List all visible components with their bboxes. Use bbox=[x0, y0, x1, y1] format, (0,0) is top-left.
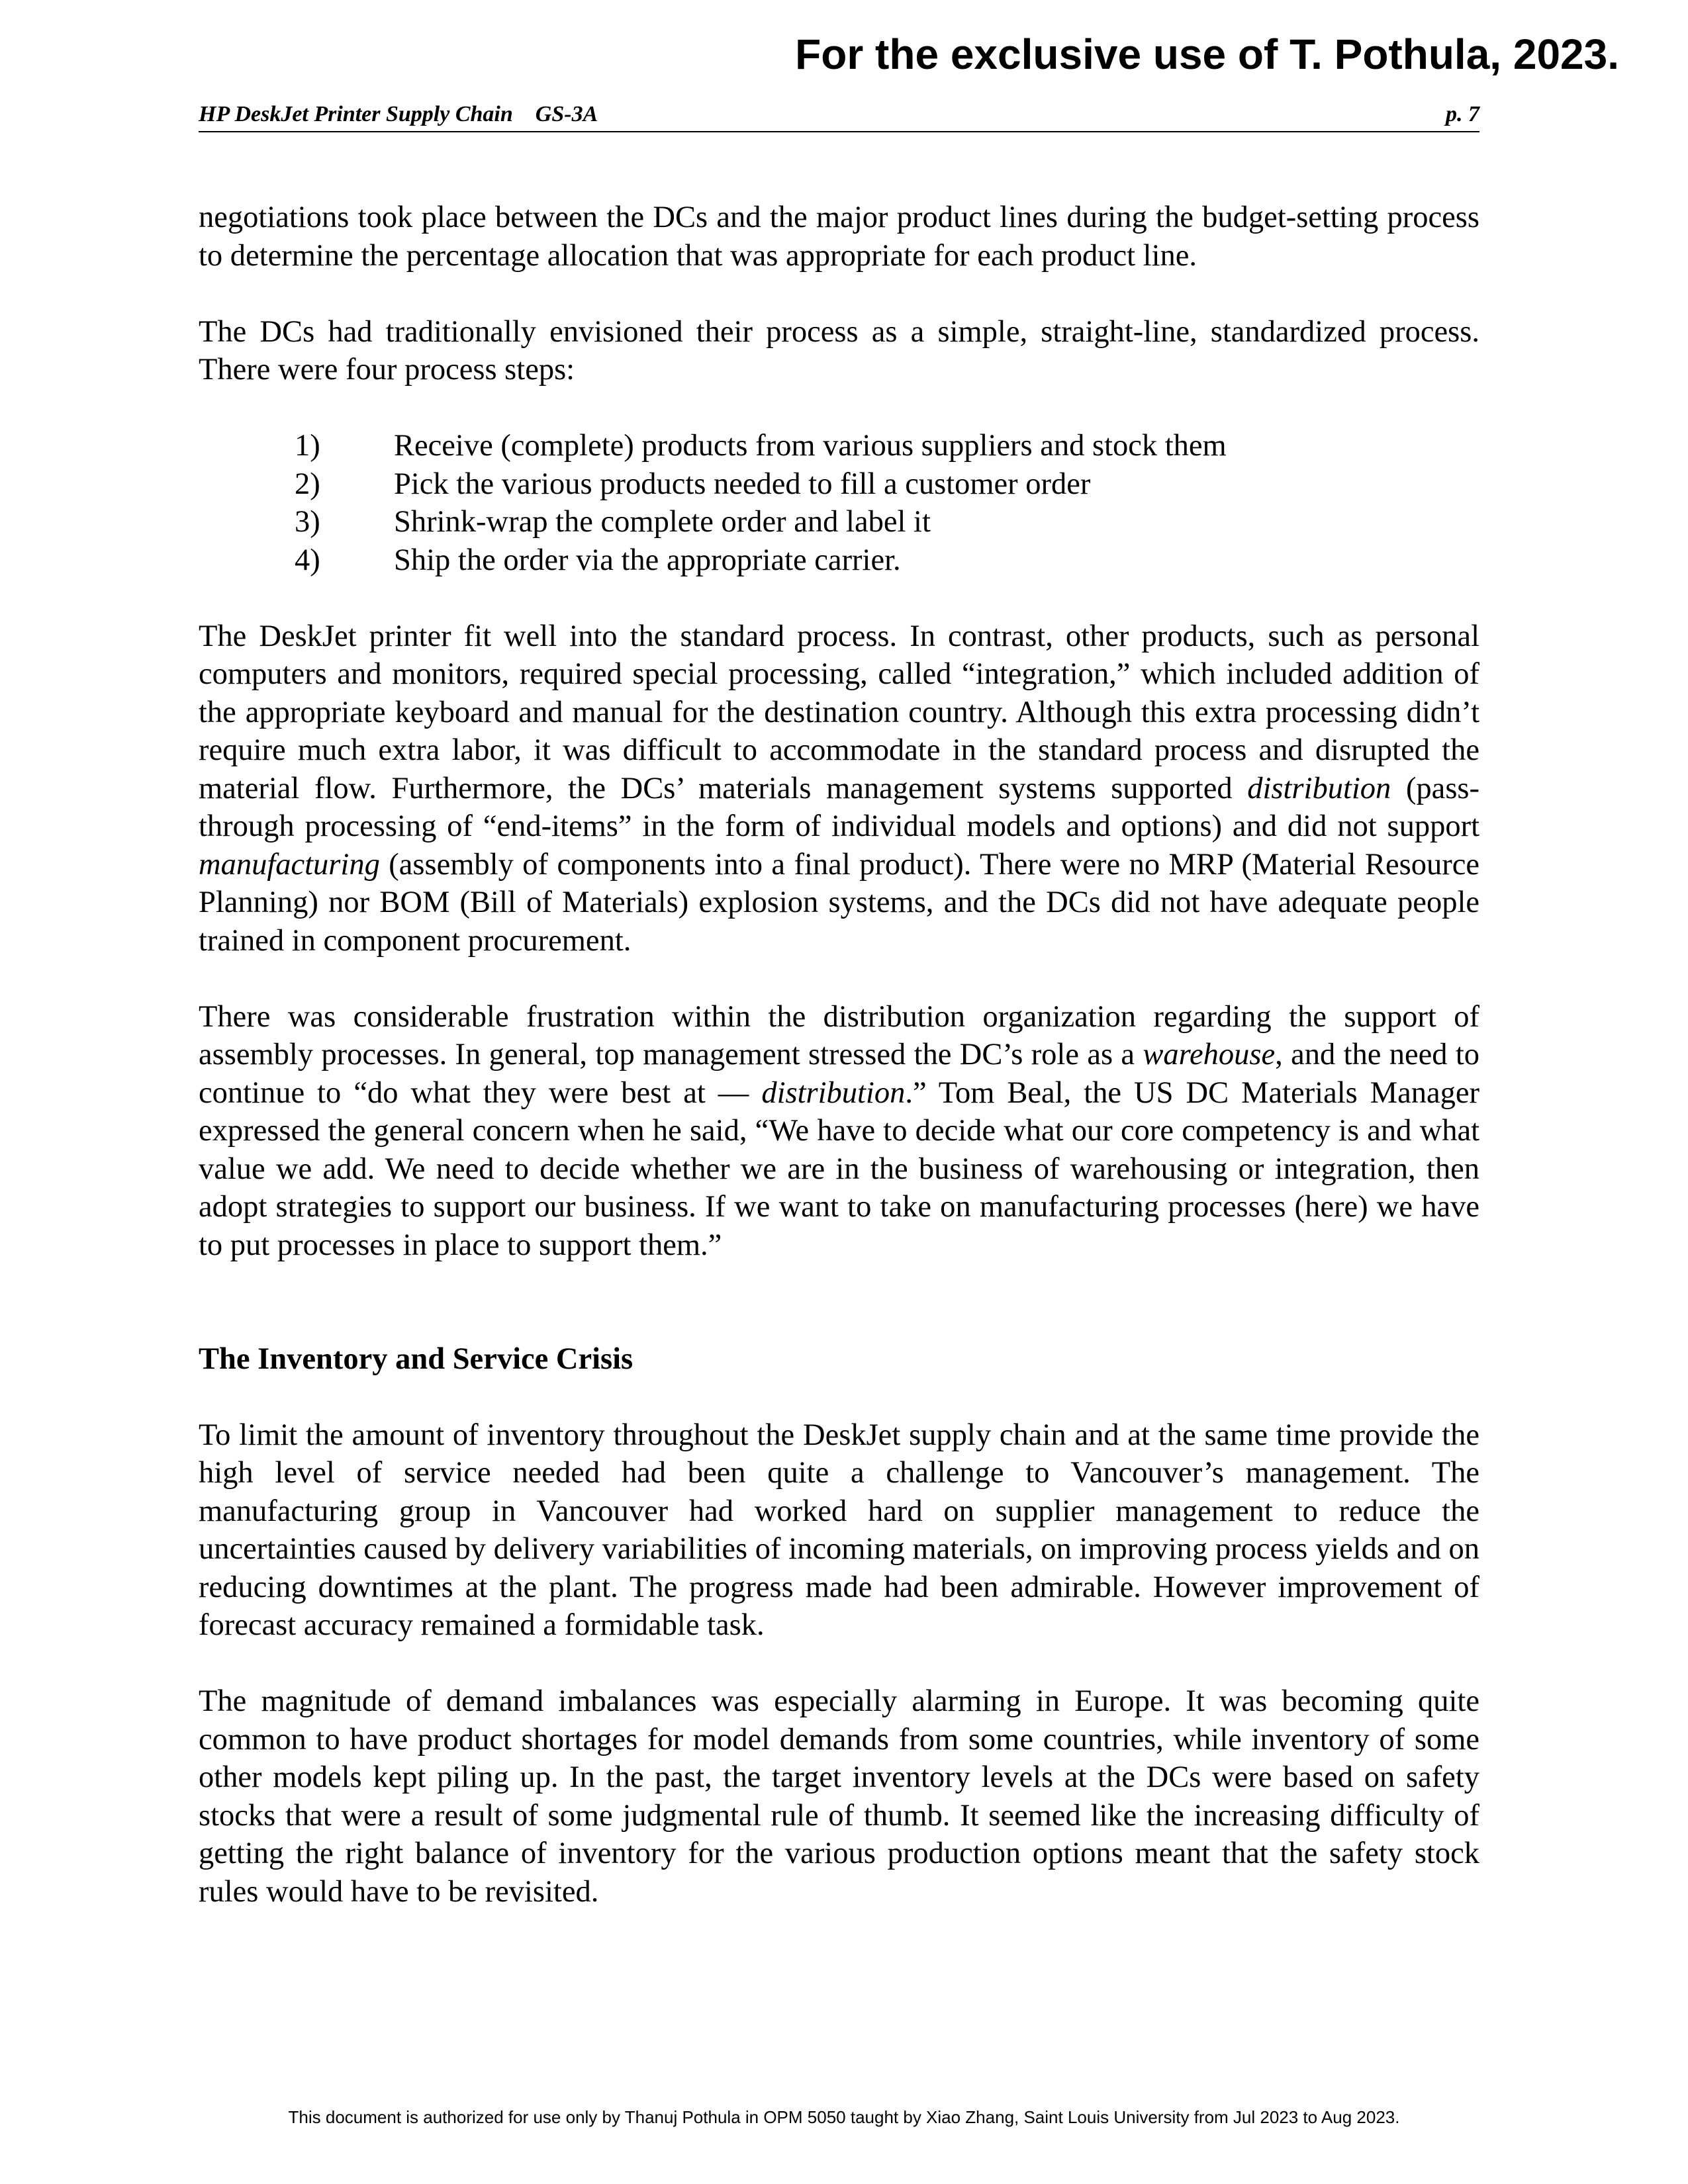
list-item bbox=[199, 541, 1479, 580]
list-text: Shrink-wrap the complete order and label it bbox=[394, 505, 931, 539]
running-header bbox=[199, 97, 1479, 132]
document-body bbox=[199, 199, 1479, 1949]
list-item bbox=[199, 427, 1479, 465]
emphasis: distribution bbox=[1247, 771, 1391, 805]
emphasis: distribution bbox=[761, 1075, 906, 1110]
list-text: Pick the various products needed to fill a customer order bbox=[394, 467, 1091, 501]
paragraph: The DeskJet printer fit well into the standard process. In contrast, other products, such as personal computers and monitors, required special processing, called “integration,” which included addition of the appropriate keyboard and manual for the destination country. Although this extra processing didn’t require much extra labor, it was difficult to accommodate in the standard process and disrupted the material flow. Furthermore, the DCs’ materials management systems supported distribution (pass-through processing of “end-items” in the form of individual models and options) and did not support manufacturing (assembly of components into a final product). There were no MRP (Material Resource Planning) nor BOM (Bill of Materials) explosion systems, and the DCs did not have adequate people trained in component procurement. bbox=[199, 619, 1479, 958]
page-number: p. 7 bbox=[1446, 102, 1479, 126]
list-text: Receive (complete) products from various suppliers and stock them bbox=[394, 429, 1227, 463]
list-item bbox=[199, 503, 1479, 541]
exclusive-use-watermark: For the exclusive use of T. Pothula, 2023. bbox=[795, 30, 1619, 78]
paragraph: To limit the amount of inventory throughout the DeskJet supply chain and at the same time provide the high level of service needed had been quite a challenge to Vancouver’s management. The manufacturing group in Vancouver had worked hard on supplier management to reduce the uncertainties caused by delivery variabilities of incoming materials, on improving process yields and on reducing downtimes at the plant. The progress made had been admirable. However improvement of forecast accuracy remained a formidable task. bbox=[199, 1418, 1479, 1642]
authorization-footer: This document is authorized for use only by Thanuj Pothula in OPM 5050 taught by Xiao Zhang, Saint Louis University from Jul 2023 to Aug 2023. bbox=[288, 2107, 1400, 2127]
list-number: 4) bbox=[295, 543, 320, 577]
paragraph: There was considerable frustration within the distribution organization regarding the support of assembly processes. In general, top management stressed the DC’s role as a warehouse, and the need to continue to “do what they were best at — distribution.” Tom Beal, the US DC Materials Manager expressed the general concern when he said, “We have to decide what our core competency is and what value we add. We need to decide whether we are in the business of warehousing or integration, then adopt strategies to support our business. If we want to take on manufacturing processes (here) we have to put processes in place to support them.” bbox=[199, 999, 1479, 1262]
list-number: 3) bbox=[295, 505, 320, 539]
list-text: Ship the order via the appropriate carrier. bbox=[394, 543, 901, 577]
document-title: HP DeskJet Printer Supply Chain GS-3A bbox=[199, 102, 598, 126]
emphasis: manufacturing bbox=[199, 847, 380, 882]
paragraph: negotiations took place between the DCs and the major product lines during the budget-setting process to determine the percentage allocation that was appropriate for each product line. bbox=[199, 201, 1479, 273]
section-heading: The Inventory and Service Crisis bbox=[199, 1342, 633, 1376]
list-item bbox=[199, 465, 1479, 504]
emphasis: warehouse bbox=[1143, 1038, 1276, 1071]
process-steps-list bbox=[199, 427, 1479, 579]
paragraph: The DCs had traditionally envisioned their process as a simple, straight-line, standardized process. There were four process steps: bbox=[199, 314, 1479, 387]
list-number: 1) bbox=[295, 429, 320, 463]
list-number: 2) bbox=[295, 467, 320, 501]
paragraph: The magnitude of demand imbalances was especially alarming in Europe. It was becoming quite common to have product shortages for model demands from some countries, while inventory of some other models kept piling up. In the past, the target inventory levels at the DCs were based on safety stocks that were a result of some judgmental rule of thumb. It seemed like the increasing difficulty of getting the right balance of inventory for the various production options meant that the safety stock rules would have to be revisited. bbox=[199, 1684, 1479, 1909]
